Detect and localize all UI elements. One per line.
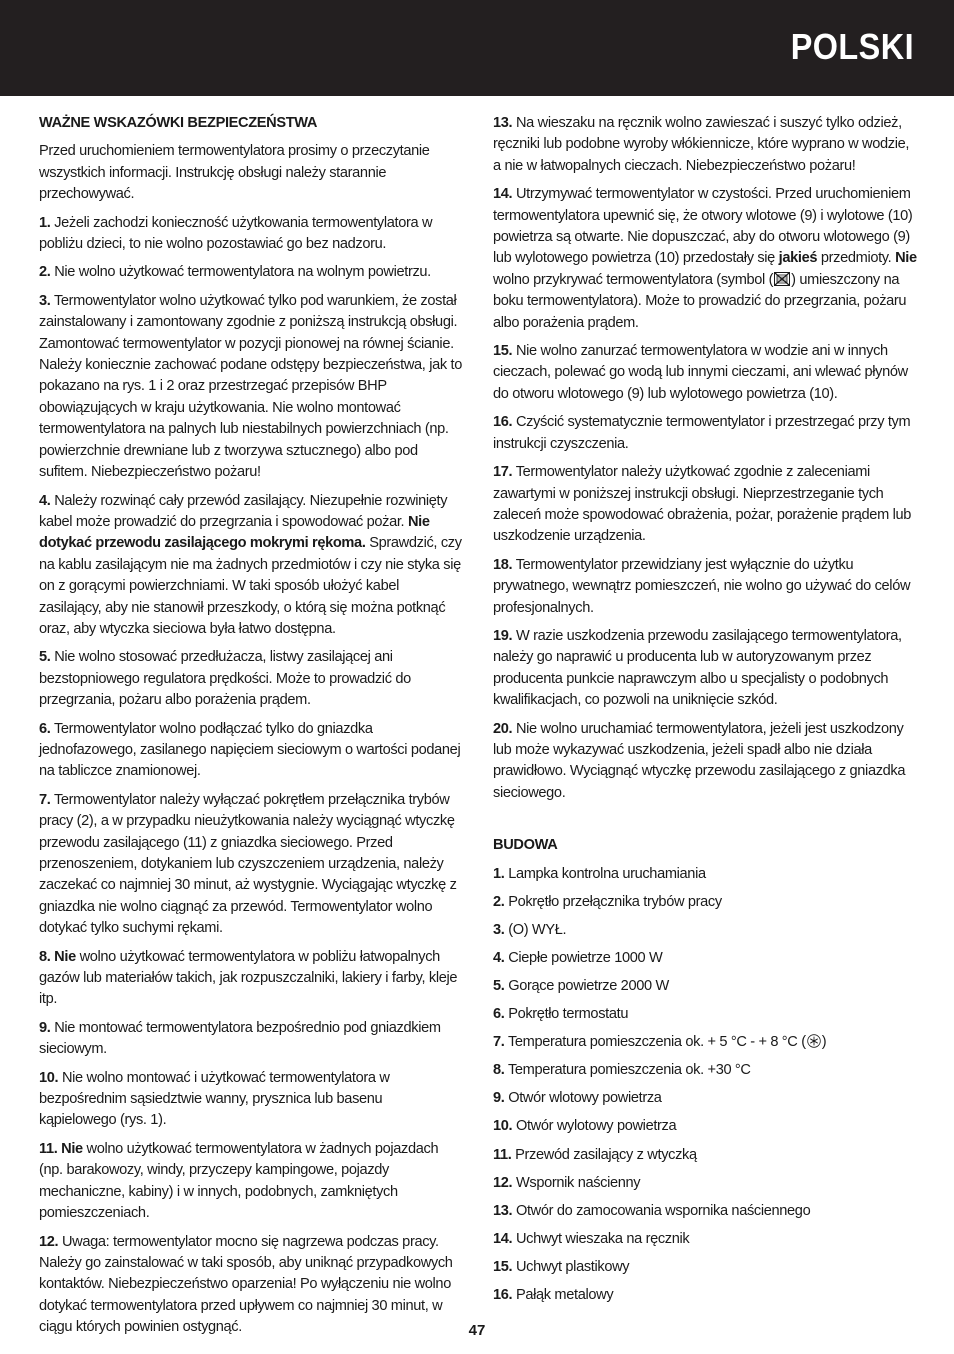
parts-list-item [493,976,917,1004]
parts-list-item [493,1285,917,1313]
part-label: Temperatura pomieszczenia ok. +30 °C [507,1062,751,1079]
part-number: 16. [493,1287,513,1303]
parts-list-item [493,1173,917,1201]
item-number: 1. [39,214,51,231]
part-label: Uchwyt plastikowy [515,1258,630,1275]
item-text: Termowentylator wolno użytkować tylko pod warunkiem, że został zainstalowany i zamontowany zgodnie z poniższą instrukcją obsługi. Zamontować termowentylator w pozycji pionowej na równej ścianie. Należy koniecznie zachować podane odstępy bezpieczeństwa, jak to pokazano na rys. 1 i 2 oraz przestrzegać przepisów BHP obowiązujących w kraju użytkowania. Nie wolno montować termowentylatora na palnych lub niestabilnych powierzchniach (np. powierzchnie drewniane lub z tworzywa sztucznego) albo pod sufitem. Niebezpieczeństwo pożaru! [39,292,462,481]
part-label: Pałąk metalowy [515,1287,614,1303]
safety-item-4 [39,491,463,641]
parts-list-item [493,1145,917,1173]
parts-list-item [493,1004,917,1032]
safety-item-3 [39,291,463,484]
item-text: Nie wolno zanurzać termowentylatora w wodzie ani w innych cieczach, polewać go wodą lub innymi cieczami, ani wlewać płynów do otworu wlotowego (9) lub wylotowego powietrza (10). [493,343,908,402]
safety-item-7 [39,790,463,940]
part-label: Wspornik naścienny [515,1174,641,1191]
item-number: 12. [39,1233,59,1250]
parts-list-item [493,1060,917,1088]
safety-item-6 [39,719,463,783]
item-number: 20. [493,720,513,737]
item-number: 9. [39,1019,51,1036]
page-number: 47 [468,1322,486,1339]
item-text: Termowentylator przewidziany jest wyłącznie do użytku prywatnego, wewnątrz pomieszczeń, nie wolno go używać do celów profesjonalnych. [493,556,911,616]
item-text: W razie uszkodzenia przewodu zasilającego termowentylatora, należy go naprawić u producenta lub w autoryzowanym przez producenta punkcie naprawczym albo u specjalisty o podobnych kwalifikacjach, co pozwoli na uniknięcie szkód. [493,627,902,709]
item-text: Nie wolno montować i użytkować termowentylatora w bezpośrednim sąsiedztwie wanny, prysznica lub basenu kąpielowego (rys. 1). [39,1069,390,1129]
part-number: 10. [493,1118,513,1135]
do-not-cover-icon [774,272,790,286]
item-number: 10. [39,1069,59,1086]
item-number: 5. [39,649,51,666]
part-label: Pokrętło termostatu [508,1006,629,1023]
item-number: 3. [39,292,51,309]
part-number: 15. [493,1258,513,1275]
right-column [493,113,917,1313]
parts-list-item [493,920,917,948]
page-header [0,0,954,96]
item-number: 8. Nie [39,948,76,965]
safety-item-17 [493,462,917,548]
item-text: Nie wolno stosować przedłużacza, listwy zasilającej ani bezstopniowego regulatora prędkości. Może to prowadzić do przegrzania, pożaru albo porażenia prądem. [39,649,411,709]
language-title: POLSKI [790,26,914,67]
safety-item-11 [39,1139,463,1225]
safety-item-13 [493,113,917,177]
safety-item-16 [493,412,917,455]
safety-item-20 [493,719,917,805]
safety-item-1 [39,213,463,256]
part-number: 8. [493,1062,505,1079]
part-number: 6. [493,1006,505,1023]
item-bold-word: Nie [895,250,917,267]
item-number: 2. [39,264,51,281]
part-label: Gorące powietrze 2000 W [508,977,669,994]
part-number: 12. [493,1174,513,1191]
part-label: Lampka kontrolna uruchamiania [508,865,706,882]
part-number: 11. [493,1146,512,1163]
item-text: Nie wolno użytkować termowentylatora na wolnym powietrzu. [54,264,431,281]
parts-list-item [493,1229,917,1257]
item-text: Należy rozwinąć cały przewód zasilający. Niezupełnie rozwinięty kabel może prowadzić do przegrzania i spowodować pożar. [39,492,448,530]
part-label-end: ) [821,1034,827,1051]
part-label: Przewód zasilający z wtyczką [515,1146,697,1163]
item-number: 17. [493,464,513,481]
item-text: Jeżeli zachodzi konieczność użytkowania termowentylatora w pobliżu dzieci, to nie wolno pozostawiać go bez nadzoru. [39,214,433,253]
part-number: 5. [493,977,505,994]
item-text: przedmioty. [820,250,892,267]
safety-item-10 [39,1068,463,1132]
part-label: Pokrętło przełącznika trybów pracy [508,893,722,910]
safety-item-2 [39,262,463,283]
parts-list-item [493,1032,917,1060]
part-label: Otwór wlotowy powietrza [508,1090,662,1107]
part-number: 13. [493,1202,513,1219]
item-number: 11. Nie [39,1140,83,1157]
part-label: Otwór do zamocowania wspornika naściennego [515,1202,811,1219]
item-number: 18. [493,556,513,573]
part-number: 7. [493,1034,505,1051]
safety-heading: WAŻNE WSKAZÓWKI BEZPIECZEŃSTWA [39,115,318,131]
item-number: 7. [39,791,51,808]
parts-list-item [493,892,917,920]
item-text: Na wieszaku na ręcznik wolno zawieszać i suszyć tylko odzież, ręczniki lub podobne wyroby włókiennicze, które wyprano w wodzie, a nie w łatwopalnych cieczach. Niebezpieczeństwo pożaru! [493,115,910,174]
part-label: Uchwyt wieszaka na ręcznik [515,1230,690,1247]
safety-item-19 [493,626,917,712]
item-number: 19. [493,627,513,644]
snowflake-icon [807,1034,821,1048]
item-text: wolno użytkować termowentylatora w żadnych pojazdach (np. barakowozy, windy, przyczepy kampingowe, pojazdy mechaniczne, kabiny) i w innych, podobnych, zamkniętych pomieszczeniach. [39,1140,439,1222]
item-number: 15. [493,343,513,360]
item-text: wolno użytkować termowentylatora w pobliżu łatwopalnych gazów lub materiałów takich, jak rozpuszczalniki, lakiery i farby, kleje itp. [39,948,458,1008]
item-text: Uwaga: termowentylator mocno się nagrzewa podczas pracy. Należy go zainstalować w taki sposób, aby uniknąć przypadkowych kontaktów. Niebezpieczeństwo oparzenia! Po wyłączeniu nie wolno dotykać termowentylatora przed upływem co najmniej 30 minut, w ciągu których powinien ostygnąć. [39,1233,453,1336]
item-text: Utrzymywać termowentylator w czystości. Przed uruchomieniem termowentylatora upewnić się, że otwory wlotowe (9) i wylotowe (10) powietrza są otwarte. Nie dopuszczać, aby do otworu wlotowego (9) lub wylotowego powietrza (10) przedostały się [493,186,913,267]
safety-item-15 [493,341,917,405]
part-number: 4. [493,949,505,966]
part-number: 1. [493,865,505,882]
parts-list-item [493,1201,917,1229]
safety-item-14 [493,184,917,334]
safety-item-5 [39,647,463,711]
item-number: 16. [493,414,513,431]
item-bold-warning: Nie dotykać przewodu zasilającego mokrymi rękoma. [39,513,430,552]
item-text: Nie montować termowentylatora bezpośrednio pod gniazdkiem sieciowym. [39,1019,441,1058]
section-spacer [493,811,917,835]
item-text: ) umieszczony na boku termowentylatora). Może to prowadzić do przegrzania, pożaru albo porażenia prądem. [493,271,907,331]
item-text: wolno przykrywać termowentylatora (symbol ( [493,271,774,288]
part-number: 2. [493,893,505,910]
part-number: 3. [493,921,505,938]
parts-list-item [493,1257,917,1285]
safety-item-9 [39,1018,463,1061]
item-number: 14. [493,186,513,203]
item-text: Nie wolno uruchamiać termowentylatora, jeżeli jest uszkodzony lub może wykazywać uszkodzenia, jeżeli spadł albo nie działa prawidłowo. Wyciągnąć wtyczkę przewodu zasilającego z gniazdka sieciowego. [493,720,906,801]
part-label: Ciepłe powietrze 1000 W [508,949,663,966]
left-column [39,113,463,1346]
parts-heading: BUDOWA [493,837,558,854]
item-number: 13. [493,115,513,131]
safety-item-8 [39,947,463,1011]
item-number: 6. [39,720,51,737]
part-label: Temperatura pomieszczenia ok. + 5 °C - + 8 °C ( [507,1034,806,1051]
parts-list-item [493,864,917,892]
parts-list-item [493,1116,917,1144]
item-text: Termowentylator należy wyłączać pokrętłem przełącznika trybów pracy (2), a w przypadku nieużytkowania należy wyciągnąć wtyczkę przewodu zasilającego (11) z gniazdka sieciowego. Przed przenoszeniem, dotykaniem lub czyszczeniem urządzenia, należy zaczekać co najmniej 30 minut, aż wystygnie. Wyciągając wtyczkę z gniazdka nie wolno ciągnąć za przewód. Termowentylator wolno dotykać tylko suchymi rękami. [39,791,457,937]
item-number: 4. [39,492,51,509]
parts-list-item [493,948,917,976]
item-text: Czyścić systematycznie termowentylator i przestrzegać przy tym instrukcji czyszczenia. [493,414,911,452]
parts-list [493,864,917,1314]
part-label: Otwór wylotowy powietrza [515,1118,677,1135]
part-number: 9. [493,1090,505,1107]
part-label: (O) WYŁ. [508,921,567,938]
item-text: Sprawdzić, czy na kablu zasilającym nie ma żadnych przedmiotów i czy nie styka się on z gorącymi powierzchniami. W taki sposób ułożyć kabel zasilający, aby nie stanowił przeszkody, o którą się można potknąć oraz, aby wtyczka sieciowa była łatwo dostępna. [39,535,462,637]
parts-list-item [493,1088,917,1116]
item-text: Termowentylator należy użytkować zgodnie z zaleceniami zawartymi w poniższej instrukcji obsługi. Nieprzestrzeganie tych zaleceń może spowodować obrażenia, pożar, porażenie prądem lub uszkodzenie urządzenia. [493,464,912,545]
part-number: 14. [493,1230,513,1247]
safety-intro: Przed uruchomieniem termowentylatora prosimy o przeczytanie wszystkich informacji. Instrukcję obsługi należy starannie przechowywać. [39,143,430,203]
item-bold-word: jakieś [778,250,818,267]
safety-item-18 [493,555,917,619]
item-text: Termowentylator wolno podłączać tylko do gniazdka jednofazowego, zasilanego napięciem sieciowym o wartości podanej na tabliczce znamionowej. [39,720,461,780]
